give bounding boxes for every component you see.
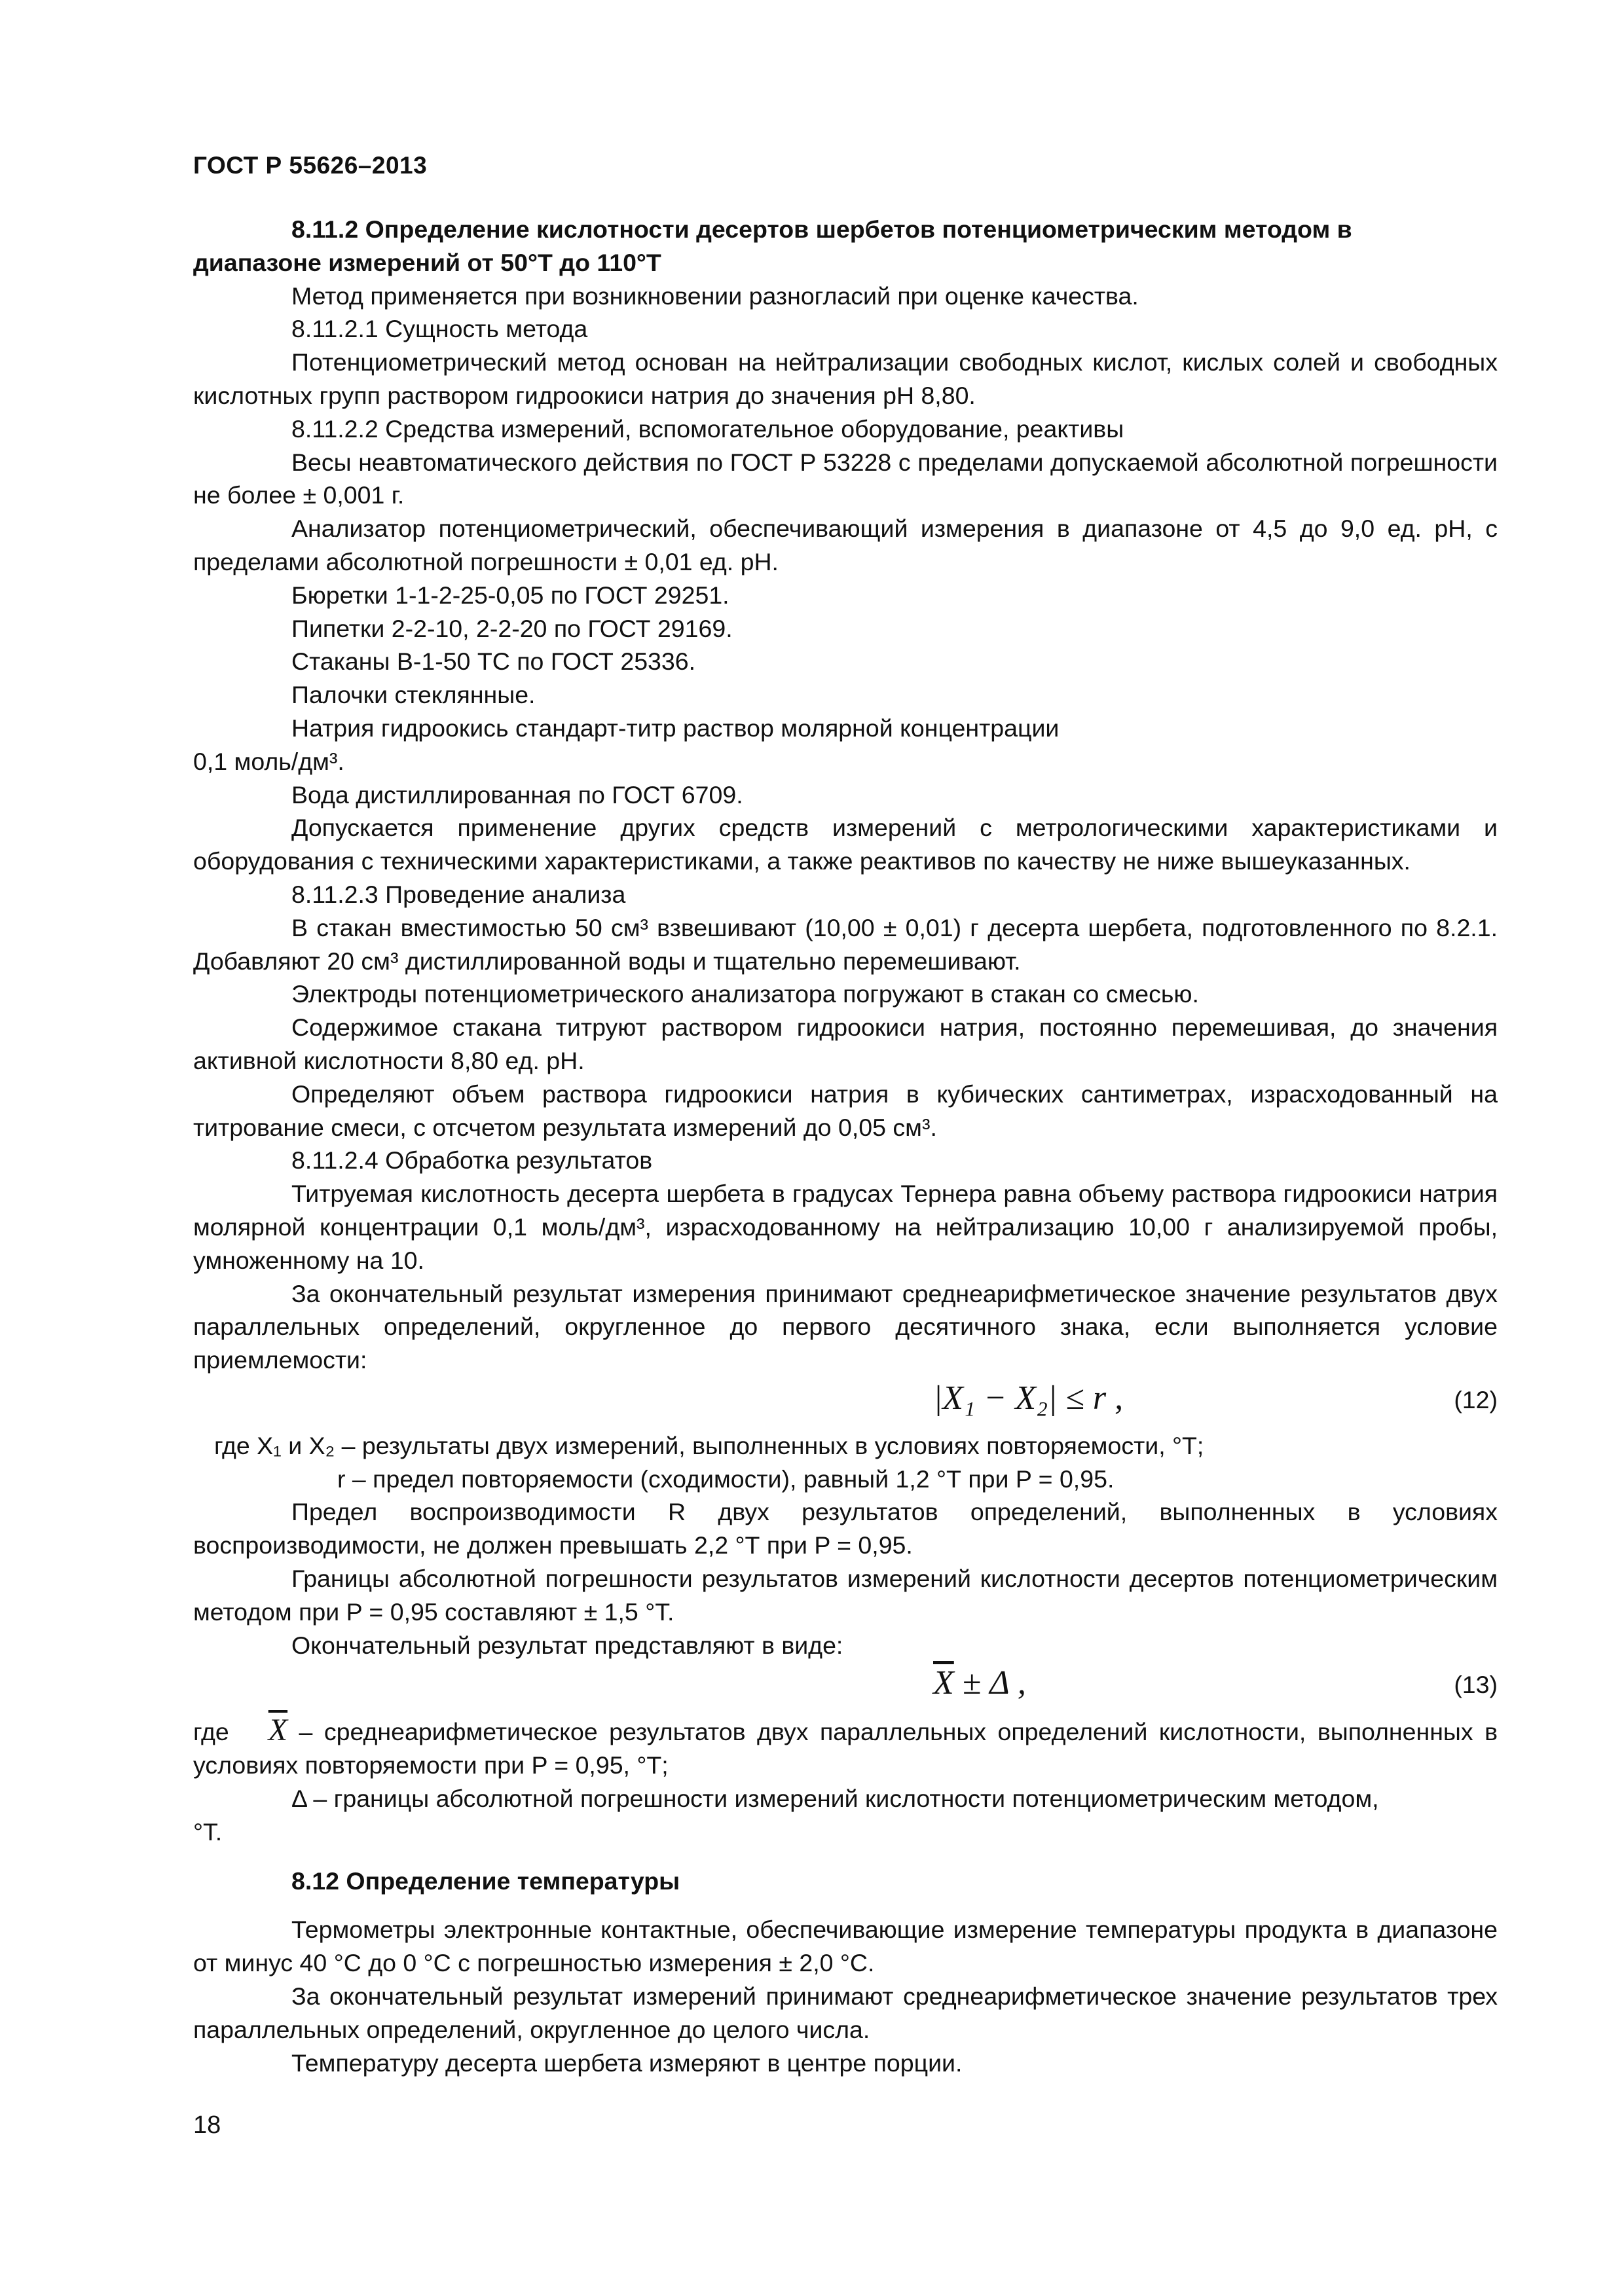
where-word: где (193, 1718, 229, 1746)
where-clause: Δ – границы абсолютной погрешности измерений кислотности потенциометрическим методом, (291, 1785, 1379, 1813)
document-body (193, 213, 1498, 2079)
page-number: 18 (193, 2111, 221, 2139)
paragraph: Определяют объем раствора гидроокиси натрия в кубических сантиметрах, израсходованный на титрование смеси, с отсчетом результата измерений до 0,05 см³. (193, 1080, 1498, 1141)
paragraph: Температуру десерта шербета измеряют в центре порции. (291, 2049, 963, 2077)
paragraph: Термометры электронные контактные, обеспечивающие измерение температуры продукта в диапазоне от минус 40 °С до 0 °С с погрешностью измерения ± 2,0 °С. (193, 1916, 1498, 1977)
paragraph: Вода дистиллированная по ГОСТ 6709. (291, 780, 743, 809)
formula-13-row (193, 1662, 1498, 1714)
subsection-title-8-11-2-4: 8.11.2.4 Обработка результатов (291, 1146, 653, 1175)
paragraph: Бюретки 1-1-2-25-0,05 по ГОСТ 29251. (291, 581, 729, 609)
document-header: ГОСТ Р 55626–2013 (193, 152, 428, 179)
where-clause (193, 1714, 1498, 1782)
where-text: – среднеарифметическое результатов двух параллельных определений кислотности, выполненных в условиях повторяемости при P = 0,95, °Т; (193, 1718, 1498, 1779)
paragraph: Весы неавтоматического действия по ГОСТ Р 53228 с пределами допускаемой абсолютной погрешности не более ± 0,001 г. (193, 448, 1498, 509)
paragraph: Титруемая кислотность десерта шербета в градусах Тернера равна объему раствора гидроокиси натрия молярной концентрации 0,1 моль/дм³, израсходованному на нейтрализацию 10,00 г анализируемой пробы, умноженному на 10. (193, 1180, 1498, 1274)
subsection-title-8-11-2-1: 8.11.2.1 Сущность метода (291, 315, 588, 343)
section-title-8-11-2-line1: 8.11.2 Определение кислотности десертов шербетов потенциометрическим методом в (291, 215, 1352, 243)
formula-13-rest: ± Δ , (953, 1664, 1026, 1702)
paragraph: Метод применяется при возникновении разногласий при оценке качества. (291, 282, 1139, 310)
paragraph: В стакан вместимостью 50 см³ взвешивают (10,00 ± 0,01) г десерта шербета, подготовленного по 8.2.1. Добавляют 20 см³ дистиллированной воды и тщательно перемешивают. (193, 913, 1498, 975)
paragraph: Предел воспроизводимости R двух результатов определений, выполненных в условиях воспроизводимости, не должен превышать 2,2 °Т при P = 0,95. (193, 1498, 1498, 1559)
paragraph: Допускается применение других средств измерений с метрологическими характеристиками и оборудования с техническими характеристиками, а также реактивов по качеству не ниже вышеуказанных. (193, 814, 1498, 875)
equation-number-13: (13) (1454, 1671, 1498, 1699)
paragraph: 0,1 моль/дм³. (193, 747, 344, 775)
equation-number-12: (12) (1454, 1385, 1498, 1413)
subsection-title-8-11-2-3: 8.11.2.3 Проведение анализа (291, 880, 626, 908)
paragraph: За окончательный результат измерения принимают среднеарифметическое значение результатов двух параллельных определений, округленное до первого десятичного знака, если выполняется условие приемлемости: (193, 1279, 1498, 1374)
paragraph: Натрия гидроокись стандарт-титр раствор молярной концентрации (291, 714, 1060, 742)
where-clause: где X₁ и X₂ – результаты двух измерений, выполненных в условиях повторяемости, °Т; (214, 1431, 1204, 1459)
formula-13-mean-symbol: $\overline{X}$ (933, 1664, 954, 1702)
formula-12-row (193, 1377, 1498, 1429)
where-clause: °Т. (193, 1817, 223, 1846)
paragraph: Содержимое стакана титруют раствором гидроокиси натрия, постоянно перемешивая, до значения активной кислотности 8,80 ед. pH. (193, 1013, 1498, 1074)
paragraph: Стаканы В-1-50 ТС по ГОСТ 25336. (291, 647, 696, 676)
subsection-title-8-11-2-2: 8.11.2.2 Средства измерений, вспомогательное оборудование, реактивы (291, 414, 1124, 443)
paragraph: Потенциометрический метод основан на нейтрализации свободных кислот, кислых солей и свободных кислотных групп раствором гидроокиси натрия до значения pH 8,80. (193, 348, 1498, 409)
paragraph: Окончательный результат представляют в виде: (291, 1631, 843, 1659)
where-clause: r – предел повторяемости (сходимости), равный 1,2 °Т при P = 0,95. (337, 1465, 1115, 1493)
paragraph: За окончательный результат измерений принимают среднеарифметическое значение результатов трех параллельных определений, округленное до целого числа. (193, 1982, 1498, 2043)
section-title-8-11-2-line2: диапазоне измерений от 50°Т до 110°Т (193, 248, 661, 276)
section-title-8-12: 8.12 Определение температуры (291, 1867, 680, 1895)
mean-symbol: $\overline{X}$ (268, 1713, 288, 1748)
paragraph: Границы абсолютной погрешности результатов измерений кислотности десертов потенциометрическим методом при P = 0,95 составляют ± 1,5 °Т. (193, 1565, 1498, 1626)
formula-12: |X₁ − X₂| ≤ r , (933, 1379, 1124, 1417)
paragraph: Анализатор потенциометрический, обеспечивающий измерения в диапазоне от 4,5 до 9,0 ед. pH, с пределами абсолютной погрешности ± 0,01 ед. pH. (193, 515, 1498, 575)
formula-13 (933, 1664, 1026, 1702)
paragraph: Пипетки 2-2-10, 2-2-20 по ГОСТ 29169. (291, 614, 733, 642)
paragraph: Электроды потенциометрического анализатора погружают в стакан со смесью. (291, 980, 1199, 1008)
paragraph: Палочки стеклянные. (291, 681, 536, 709)
